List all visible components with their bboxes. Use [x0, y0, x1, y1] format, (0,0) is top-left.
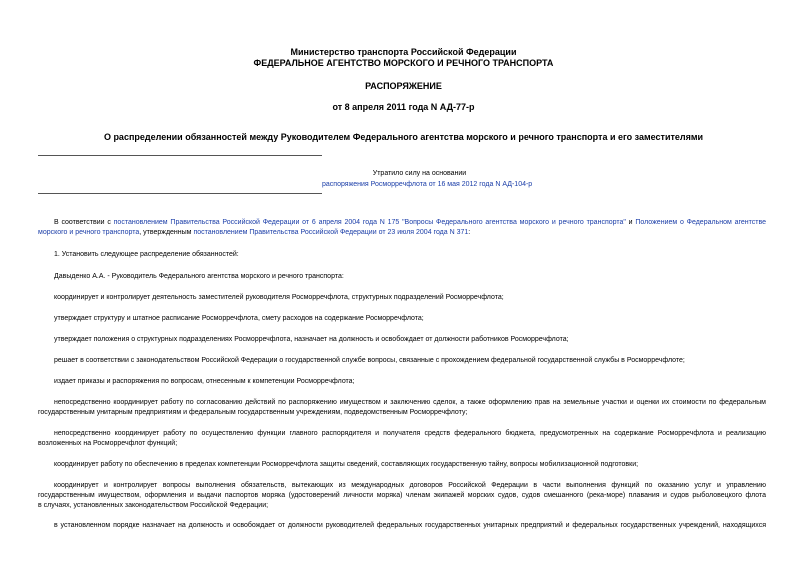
paragraph-5 [38, 335, 766, 345]
paragraph-12-text-1: в установленном порядке назначает на должность и освобождает от должности руководителей федеральных государственных унитарных предприятий и федеральных государственных учреждений, находящихся [54, 522, 766, 529]
paragraph-11-text-1: координирует и контролирует вопросы выполнения обязательств, вытекающих из международных договоров Российской Федерации в части выполнения функций по оказанию услуг и управлению [54, 482, 766, 489]
paragraph-11 [38, 481, 766, 511]
paragraph-11-line-2: государственным имуществом, оформления и выдачи паспортов моряка (удостоверений личности моряка) членам экипажей морских судов, судов смешанного (река-море) плавания и судов рыболовецкого флота [38, 492, 766, 499]
paragraph-7 [38, 377, 766, 387]
paragraph-12 [38, 521, 766, 531]
document-type: РАСПОРЯЖЕНИЕ [365, 81, 442, 91]
paragraph-5-text: утверждает положения о структурных подразделениях Росморречфлота, назначает на должность и освобождает от должности работников Росморречфлота; [54, 336, 569, 343]
paragraph-11-line-1 [38, 481, 766, 491]
paragraph-8-line-1 [38, 398, 766, 408]
paragraph-8-line-2: государственным унитарным предприятиям и федеральным государственным учреждениям, подведомственным Росморречфлоту; [38, 409, 468, 416]
paragraph-9-line-2: возложенных на Росморречфлот функций; [38, 440, 178, 447]
document-title: О распределении обязанностей между Руководителем Федерального агентства морского и речного транспорта и его заместителями [103, 132, 704, 142]
status-note-link[interactable]: распоряжения Росморречфлота от 16 мая 2012 года N АД-104-р [322, 181, 533, 188]
paragraph-11-line-3: в случаях, установленных законодательством Российской Федерации; [38, 502, 269, 509]
preamble-text-4: : [468, 229, 471, 236]
paragraph-10 [38, 460, 766, 470]
preamble-link-decree-175[interactable]: постановлением Правительства Российской Федерации от 6 апреля 2004 года N 175 "Вопросы Федерального агентства морского и речного транспорта" [113, 219, 626, 226]
preamble-paragraph [38, 218, 766, 238]
agency-name: ФЕДЕРАЛЬНОЕ АГЕНТСТВО МОРСКОГО И РЕЧНОГО ТРАНСПОРТА [253, 58, 554, 68]
paragraph-7-text: издает приказы и распоряжения по вопросам, отнесенным к компетенции Росморречфлота; [54, 378, 355, 385]
preamble-link-regulation-a[interactable]: Положением о Федеральном агентстве [635, 219, 766, 226]
divider-bottom [38, 193, 322, 194]
preamble-text-3: , утвержденным [139, 229, 194, 236]
paragraph-10-text: координирует работу по обеспечению в пределах компетенции Росморречфлота защиты сведений, составляющих государственную тайну, вопросы мобилизационной подготовки; [54, 461, 639, 468]
paragraph-1-text: 1. Установить следующее распределение обязанностей: [54, 251, 239, 258]
preamble-line-2 [38, 228, 766, 238]
paragraph-9-text-1: непосредственно координирует работу по осуществлению функции главного распорядителя и получателя средств федерального бюджета, предусмотренных на содержание Росморречфлота и реализацию [54, 430, 766, 437]
paragraph-3 [38, 293, 766, 303]
paragraph-4 [38, 314, 766, 324]
paragraph-12-line-1 [38, 521, 766, 531]
preamble-link-decree-371[interactable]: постановлением Правительства Российской Федерации от 23 июля 2004 года N 371 [193, 229, 469, 236]
status-note-text: Утратило силу на основании [372, 170, 467, 177]
paragraph-1 [38, 250, 766, 260]
paragraph-8-text-1: непосредственно координирует работу по согласованию действий по распоряжению имуществом и заключению сделок, а также оформлению прав на земельные участки и оценки их стоимости по федеральным [54, 399, 766, 406]
preamble-link-regulation-b[interactable]: морского и речного транспорта [38, 229, 140, 236]
paragraph-8 [38, 398, 766, 418]
paragraph-6 [38, 356, 766, 366]
paragraph-9 [38, 429, 766, 449]
paragraph-2-text: Давыденко А.А. - Руководитель Федерального агентства морского и речного транспорта: [54, 273, 344, 280]
paragraph-6-text: решает в соответствии с законодательством Российской Федерации о государственной службе вопросы, связанные с прохождением федеральной государственной службы в Росморречфлоте; [54, 357, 685, 364]
document-date: от 8 апреля 2011 года N АД-77-р [332, 102, 475, 112]
paragraph-4-text: утверждает структуру и штатное расписание Росморречфлота, смету расходов на содержание Росморречфлота; [54, 315, 424, 322]
preamble-line-1 [38, 218, 766, 228]
paragraph-9-line-1 [38, 429, 766, 439]
paragraph-3-text: координирует и контролирует деятельность заместителей руководителя Росморречфлота, структурных подразделений Росморречфлота; [54, 294, 504, 301]
paragraph-2 [38, 272, 766, 282]
divider-top [38, 155, 322, 156]
ministry-name: Министерство транспорта Российской Федерации [290, 47, 517, 57]
preamble-text-1: В соответствии с [54, 219, 114, 226]
preamble-text-2: и [625, 219, 636, 226]
